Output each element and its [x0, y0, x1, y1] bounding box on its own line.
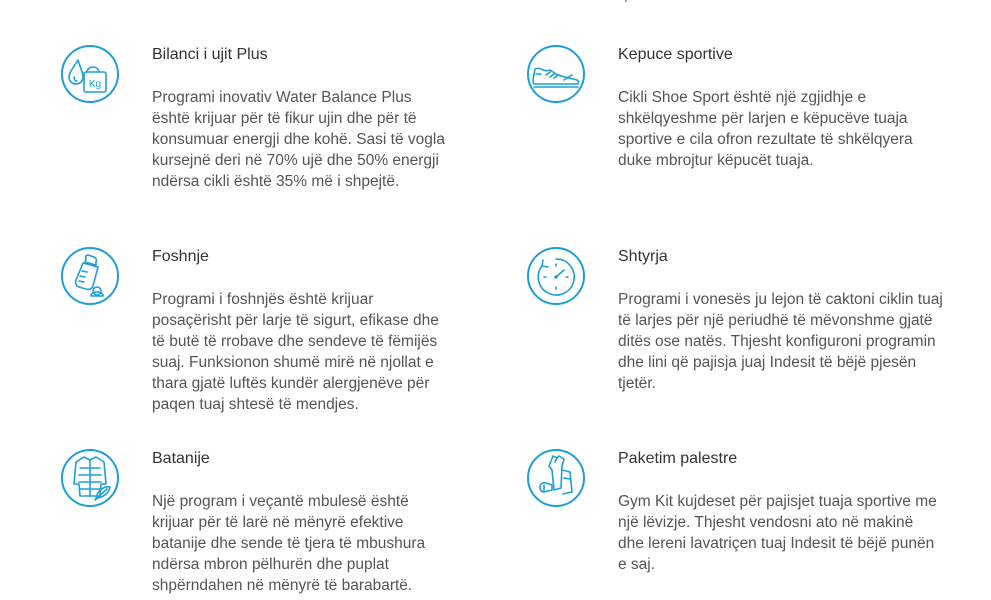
feature-description: Programi inovativ Water Balance Plus është krijuar për të fikur ujin dhe për të konsumuar energji dhe kohë. Sasi të vogla kursejnë deri në 70% ujë dhe 50% energji ndërsa cikli është 35% më i shpejtë. — [152, 89, 445, 190]
water-drop-weight-icon — [60, 44, 120, 104]
feature-title: Kepuce sportive — [618, 46, 733, 63]
kg-label: Kg — [88, 79, 102, 90]
feature-title: Batanije — [152, 450, 210, 467]
feature-description: Një program i veçantë mbulesë është krijuar për të larë në mënyrë efektive batanije dhe sende të tjera të mbushura ndërsa mbron pëlhurën dhe puplat shpërndahen në mënyrë të barabartë. — [152, 493, 426, 594]
feature-description: Cikli Shoe Sport është një zgjidhje e shkëlqyeshme për larjen e këpucëve tuaja sportive e cila ofron rezultate të shkëlqyera duke mbrojtur këpucët tuaja. — [618, 89, 913, 169]
feature-description: Programi i vonesës ju lejon të caktoni ciklin tuaj të larjes për një periudhë të mëvonshme gjatë ditës ose natës. Thjesht konfiguroni programin dhe lini që pajisja juaj Indesit të bëjë pjesën tjetër. — [618, 291, 943, 392]
feature-title: Bilanci i ujit Plus — [152, 46, 268, 63]
feature-description: Gym Kit kujdeset për pajisjet tuaja sportive me një lëvizje. Thjesht vendosni ato në makinë dhe lereni lavatriçen tuaj Indesit të bëjë punën e saj. — [618, 493, 937, 573]
feature-title: Paketim palestre — [618, 450, 738, 467]
feature-description: Programi i foshnjës është krijuar posaçërisht për larje të sigurt, efikase dhe të butë të rrobave dhe sendeve të fëmijës suaj. Funksionon shumë mirë në njollat e thara gjatë luftës kundër alergjenëve për paqen tuaj shtesë të mendjes. — [152, 291, 439, 413]
baby-bottle-icon — [60, 246, 120, 306]
feature-title: Shtyrja — [618, 248, 668, 265]
feature-title: Foshnje — [152, 248, 209, 265]
quilted-jacket-feather-icon — [60, 448, 120, 508]
sneaker-icon — [526, 44, 586, 104]
gym-kit-icon — [526, 448, 586, 508]
timer-clock-icon — [526, 246, 586, 306]
top-decorative-dot — [625, 0, 627, 2]
